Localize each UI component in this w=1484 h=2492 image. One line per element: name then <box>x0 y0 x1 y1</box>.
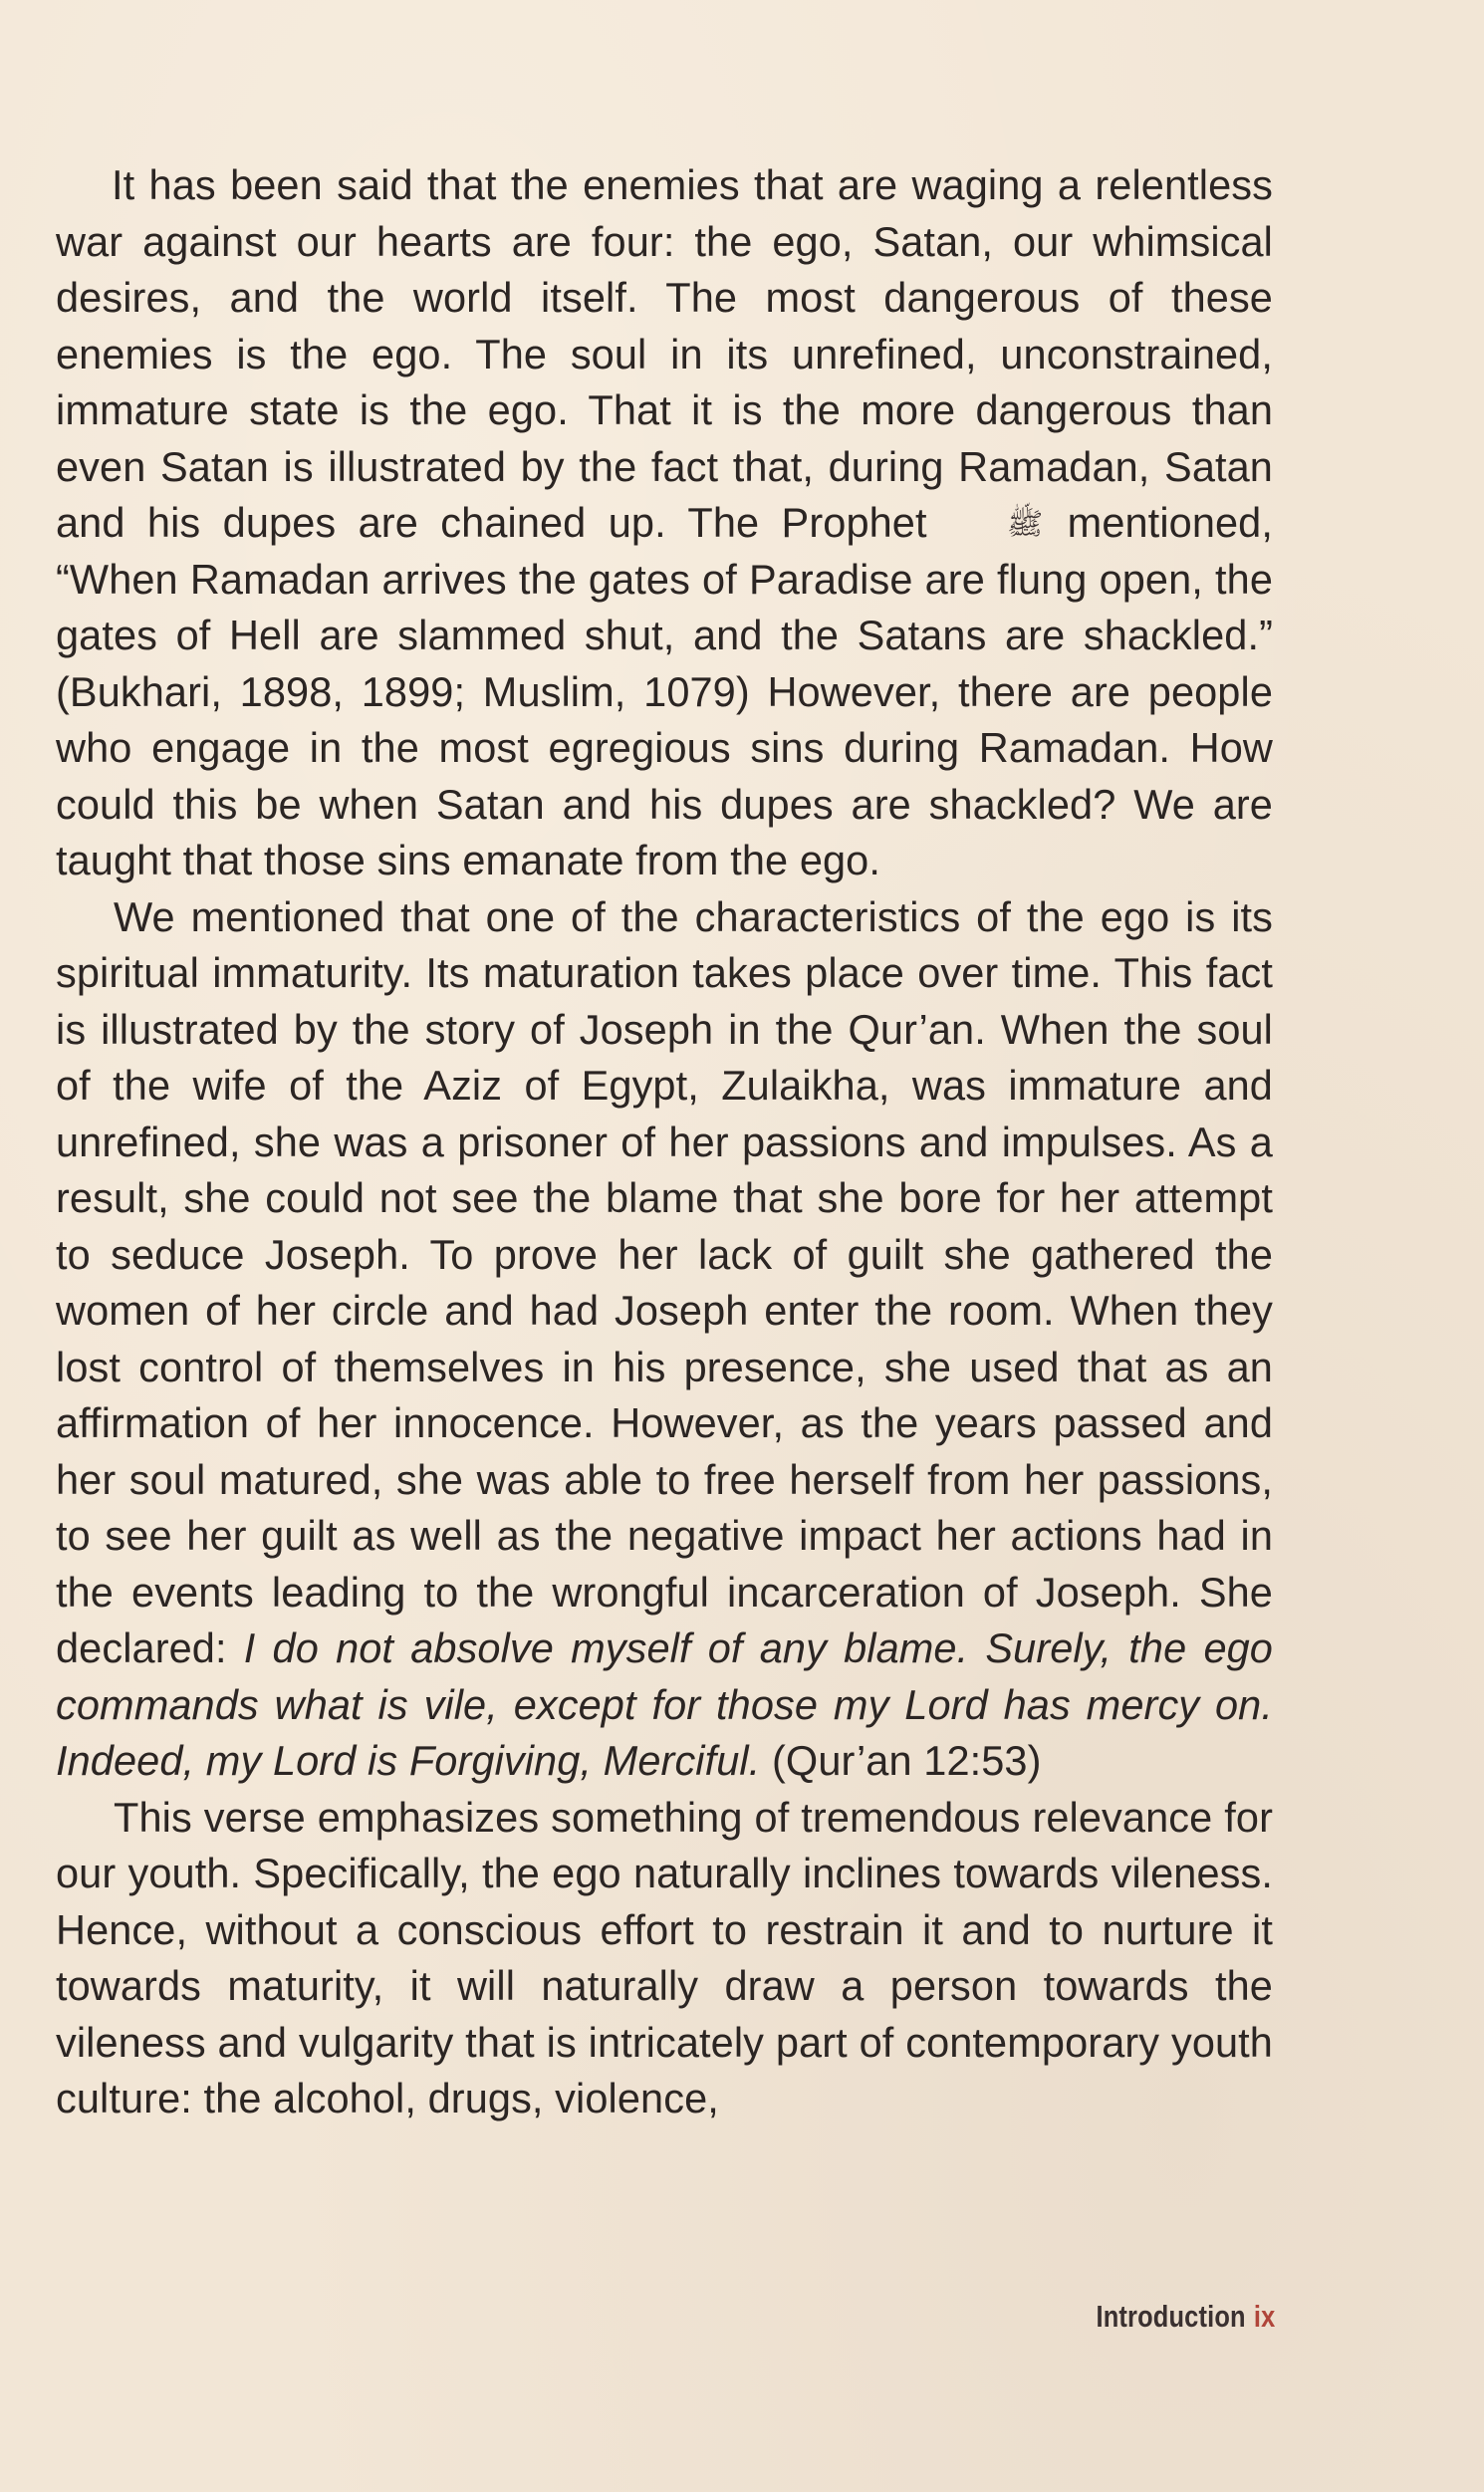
paragraph-2 <box>56 889 1273 1790</box>
book-page-body <box>56 157 1273 2127</box>
paragraph-1-text-a: It has been said that the enemies that are waging a relentless war against our hearts are four: the ego, Satan, our whimsical desires, and the world itself. The most dangerous of these enemies is the ego. The soul in its unrefined, unconstrained, immature state is the ego. That it is the more dangerous than even Satan is illustrated by the fact that, during Ramadan, Satan and his dupes are chained up. The Prophet <box>56 161 1273 546</box>
paragraph-2-text: We mentioned that one of the characteristics of the ego is its spiritual immaturity. Its maturation takes place over time. This fact is illustrated by the story of Joseph in the Qur’an. When the soul of the wife of the Aziz of Egypt, Zulaikha, was immature and unrefined, she was a prisoner of her passions and impulses. As a result, she could not see the blame that she bore for her attempt to seduce Joseph. To prove her lack of guilt she gathered the women of her circle and had Joseph enter the room. When they lost control of themselves in his presence, she used that as an affirmation of her innocence. However, as the years passed and her soul matured, she was able to free herself from her passions, to see her guilt as well as the negative impact her actions had in the events leading to the wrongful incarceration of Joseph. She declared: <box>56 892 1273 1671</box>
paragraph-1 <box>56 157 1273 889</box>
page-number: ix <box>1253 2299 1275 2334</box>
paragraph-1-text-b: mentioned, “When Ramadan arrives the gates of Paradise are flung open, the gates of Hell are slammed shut, and the Satans are shackled.” (Bukhari, 1898, 1899; Muslim, 1079) However, there are people who engage in the most egregious sins during Ramadan. How could this be when Satan and his dupes are shackled? We are taught that those sins emanate from the ego. <box>56 499 1273 883</box>
quote-citation: (Qur’an 12:53) <box>772 1737 1042 1784</box>
paragraph-3-text: This verse emphasizes something of tremendous relevance for our youth. Specifically, the ego naturally inclines towards vileness. Hence, without a conscious effort to restrain it and to nurture it towards maturity, it will naturally draw a person towards the vileness and vulgarity that is intricately part of contemporary youth culture: the alcohol, drugs, violence, <box>56 1793 1273 2121</box>
page-footer <box>1096 2299 1275 2335</box>
quran-quote: I do not absolve myself of any blame. Surely, the ego commands what is vile, except for those my Lord has mercy on. Indeed, my Lord is Forgiving, Merciful. <box>56 1624 1273 1784</box>
paragraph-3 <box>56 1790 1273 2127</box>
footer-section-label: Introduction <box>1096 2299 1246 2334</box>
honorific-glyph: ﷺ <box>1007 508 1044 541</box>
